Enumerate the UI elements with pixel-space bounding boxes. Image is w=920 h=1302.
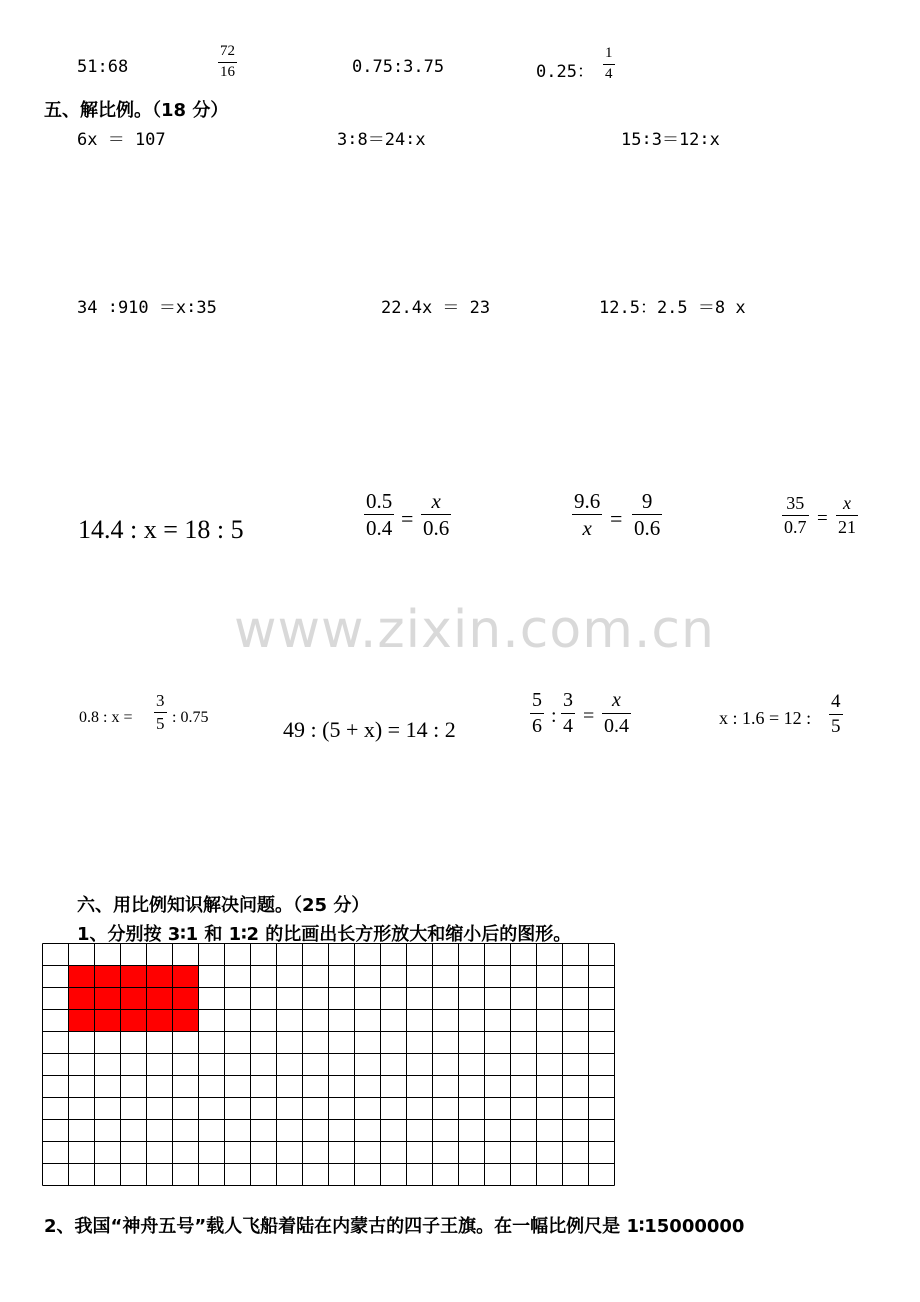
equation-r2-2: 22.4x ＝ 23 [381,298,491,318]
fraction-denominator: 0.7 [784,516,807,537]
equation-r4-2: 49 : (5 + x) = 14 : 2 [283,717,456,742]
fraction-denominator: 4 [563,715,573,737]
fraction-denominator: 0.4 [366,516,393,541]
ratio-item-1: 51:68 [77,57,129,77]
equation-r4-1 [79,692,229,752]
fraction-numerator: x [843,493,851,513]
equals-sign: = [610,506,623,531]
equation-r1-1: 6x ＝ 107 [77,130,166,150]
question-1-text: 1、分别按 3∶1 和 1∶2 的比画出长方形放大和缩小后的图形。 [77,924,572,945]
fraction-denominator: 5 [831,715,841,737]
section-6-title: 六、用比例知识解决问题。（25 分） [77,895,370,916]
fraction-denominator: 0.6 [423,516,450,541]
equation-r2-3: 12.5：2.5 ＝8 x [599,298,746,318]
equation-r2-1: 34 ∶910 ＝x∶35 [77,298,217,318]
fraction-numerator: 5 [532,689,542,711]
fraction-numerator: 4 [831,691,841,712]
equals-sign: = [401,506,414,531]
fraction-numerator: x [612,689,621,711]
fraction-numerator: 1 [605,45,613,61]
fraction-numerator: x [431,489,441,513]
equation-prefix: 0.8 : x = [79,709,133,726]
ratio-item-4-prefix: 0.25： [536,62,594,82]
equation-r3-1: 14.4 : x = 18 : 5 [78,515,244,544]
equation-r4-4 [719,692,859,752]
fraction-numerator: 0.5 [366,489,393,513]
fraction-numerator: 9.6 [574,489,601,513]
fraction-numerator: 9 [641,489,653,513]
watermark-text: www.zixin.com.cn [234,600,715,660]
fraction-numerator: 72 [220,43,235,59]
fraction-numerator: 3 [156,691,165,710]
equation-r3-3 [572,490,682,550]
fraction-denominator: 0.6 [634,516,661,541]
fraction-denominator: 4 [605,65,613,82]
equals-sign: = [583,705,595,727]
question-2-text: 2、我国“神舟五号”载人飞船着陆在内蒙古的四子王旗。在一幅比例尺是 1∶15000000 [44,1216,745,1237]
colon-sign: : [551,705,557,727]
equation-r4-3 [530,690,650,750]
fraction-numerator: 3 [563,689,573,711]
equation-r3-4 [782,494,872,550]
fraction-denominator: 21 [838,516,856,537]
drawing-grid [42,943,618,1209]
fraction-denominator: 6 [532,715,542,737]
fraction-denominator: 5 [156,713,165,733]
fraction-numerator: 35 [786,493,805,513]
equation-prefix: x : 1.6 = 12 : [719,708,812,728]
equals-sign: = [817,508,828,529]
equation-r3-2 [364,490,474,550]
equation-suffix: : 0.75 [172,709,209,726]
fraction-item-4 [603,46,615,83]
section-5-title: 五、解比例。（18 分） [44,100,229,121]
fraction-denominator: 16 [220,63,235,80]
ratio-item-3: 0.75:3.75 [352,57,445,77]
fraction-denominator: 0.4 [604,715,629,737]
original-rectangle [69,966,199,1032]
fraction-item-2 [218,44,237,81]
equation-r1-3: 15∶3＝12∶x [621,130,720,150]
equation-r1-2: 3∶8＝24∶x [337,130,426,150]
fraction-denominator: x [582,516,592,541]
